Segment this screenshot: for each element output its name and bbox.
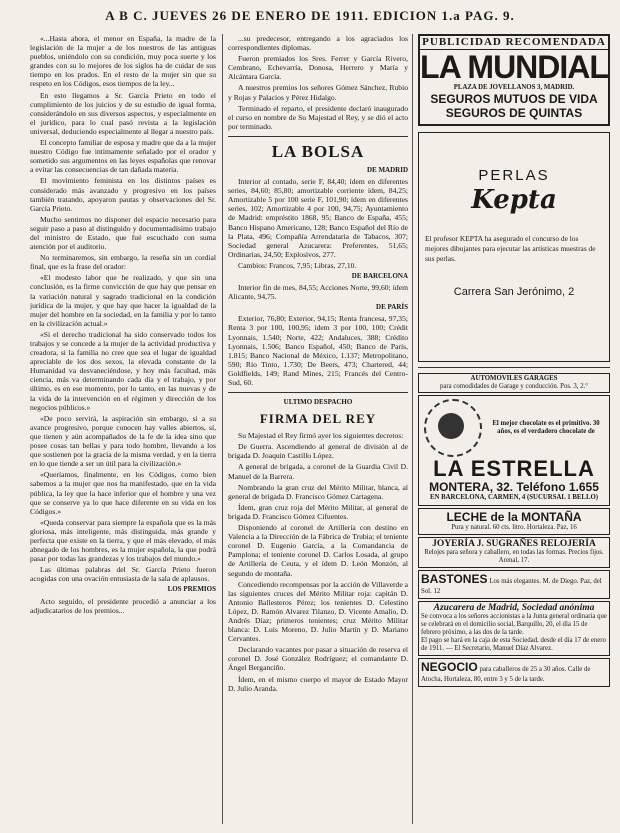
auto-text: para comodidades de Garage y conducción. Pos. 3, 2.° bbox=[439, 383, 589, 391]
ad-bastones bbox=[418, 570, 610, 599]
estrella-address: MONTERA, 32. Teléfono 1.655 bbox=[429, 480, 599, 495]
ad-perlas-kepta bbox=[418, 132, 610, 362]
paragraph: No terminaremos, sin embargo, la reseña sin un cordial final, que es la frase del orador: bbox=[30, 253, 216, 272]
azucarera-title: Azucarera de Madrid, Sociedad anónima bbox=[433, 603, 595, 614]
ad-la-mundial bbox=[418, 34, 610, 126]
section-title: LOS PREMIOS bbox=[167, 585, 216, 594]
paragraph: Su Majestad el Rey firmó ayer los siguientes decretos: bbox=[238, 431, 404, 441]
ad-leche-montana bbox=[418, 508, 610, 535]
column-2 bbox=[228, 34, 408, 824]
paragraph: Terminado el reparto, el presidente declaró inaugurado el curso en nombre de Su Majestad el Rey, y se dió el acto por terminado. bbox=[228, 103, 408, 131]
bolsa-cambios: Cambios: Francos, 7,95; Libras, 27,10. bbox=[238, 260, 357, 270]
azucarera-text: El pago se hará en la caja de esta Sociedad, desde el día 17 de enero de 1911. — El Secretario, Manuel Díaz Alvarez. bbox=[421, 637, 606, 653]
estrella-title: LA ESTRELLA bbox=[433, 456, 595, 482]
la-mundial-address: PLAZA DE JOVELLANOS 3, MADRID. bbox=[453, 84, 575, 92]
la-mundial-title: LA MUNDIAL bbox=[420, 49, 608, 86]
negocio-text: para caballeros de 25 a 30 años. Calle de Atocha, Hortaleza, 80, entre 3 y 5 de la tarde. bbox=[421, 666, 591, 684]
divider bbox=[228, 136, 408, 137]
bolsa-madrid-text: Interior al contado, serie F, 84,40; ídem en diferentes series, 84,60; 85,80; amortizable corriente ídem, 84,25; Amortizable 5 por 100 serie F, 101,90; ídem en diferentes series, 102; Amortizable 4 por 100, 94,75; Ayuntamiento de Madrid: empréstito 1868, 95; Banco de España, 455; Banco Hispano Americano, 128; Banco Español del Río de la Plata, 496; Compañía Arrendataria de Tabacos, 307; Sociedad general Azucarera: Preferentes, 51,65; Ordinarias, 24,50; Explosivos, 277. bbox=[228, 177, 408, 259]
ad-joyeria bbox=[418, 537, 610, 568]
perlas-title: PERLAS bbox=[478, 167, 550, 185]
paragraph: A nuestros premios los señores Gómez Sánchez, Rubio y Rojas y Palacios y Pérez Hidalgo. bbox=[228, 83, 408, 102]
bolsa-barcelona-subtitle: DE BARCELONA bbox=[351, 271, 408, 280]
joyeria-title: JOYERÍA J. SUGRAÑES RELOJERÍA bbox=[432, 539, 596, 550]
paragraph: «Si el derecho tradicional ha sido conservado todos los trabajos y se concede a la mujer de la actividad productiva y creadora, si la familia no cree que sea el lugar de igualdad apreciable de los dos sexos, la elevada constante de la Humanidad va desvaneciéndose, y hoy más facultad, más ciencia, más va determinando cada día y el trabajo, y por último, es en ese momento, por lo tanto, en las nuevas y de la vida de la intervención en el régimen y dirección de los negocios públicos.» bbox=[30, 329, 216, 412]
la-mundial-line: SEGUROS MUTUOS DE VIDA bbox=[430, 92, 598, 107]
joyeria-text: Relojes para señora y caballero, en todas las formas. Precios fijos. Arenal, 17. bbox=[424, 549, 604, 565]
paragraph: Nombrando la gran cruz del Mérito Militar, blanca, al general de brigada D. Francisco Gómez Cartagena. bbox=[228, 482, 408, 501]
bolsa-title: LA BOLSA bbox=[271, 141, 365, 161]
ad-negocio bbox=[418, 658, 610, 687]
ad-la-estrella bbox=[418, 395, 610, 506]
perlas-text: El profesor KEPTA ha asegurado el concurso de los mejores dibujantes para ejecutar las artísticas muestras de sus perlas. bbox=[425, 234, 596, 264]
paragraph: «De poco servirá, la aspiración sin embargo, si a su avance progresivo, porque conocen hay valles abiertos, sí, que tienen y aún acompañados de la fe de la idea sino que posee cosas tan bellas y para todo hombre, llevando a los que sostienen por la gracia de la misma verdad, y en la tierra en lo que tiende a ser un útil para la civilización.» bbox=[30, 413, 216, 469]
paragraph: Las últimas palabras del Sr. García Prieto fueron acogidas con una ovación entusiasta de la sala de aplausos. bbox=[30, 565, 216, 584]
perlas-brand: Kepta bbox=[471, 185, 557, 216]
paragraph: Disponiendo al coronel de Artillería con destino en Valencia a la Dirección de la Fábrica de Trubia; el teniente coronel D. Eugenio García, a la Comandancia de Pamplona; el teniente coronel D. Carlos Losada, al grupo de Artillería de Ceuta, y el ídem D. León Monzón, al segundo de montaña. bbox=[228, 523, 408, 578]
perlas-address: Carrera San Jerónimo, 2 bbox=[453, 286, 575, 299]
column-rule bbox=[412, 34, 413, 824]
sun-emblem-icon bbox=[424, 399, 482, 457]
bolsa-madrid-subtitle: DE MADRID bbox=[366, 165, 408, 174]
la-mundial-line: SEGUROS DE QUINTAS bbox=[445, 106, 583, 121]
paragraph: En esto llegamos a Sr. García Prieto en todo el cumplimiento de los juicios y de su estudio de igual forma, considerándolo en sus diversos aspectos, y especialmente en el jurídico, para lo cual pasó revista a la legislación universal, deduciendo especialmente al llegar a nuestro país. bbox=[30, 90, 216, 136]
bolsa-barcelona-text: Interior fin de mes, 84,55; Acciones Norte, 99,60; ídem Alicante, 94,75. bbox=[228, 283, 408, 302]
paragraph: A general de brigada, a coronel de la Guardia Civil D. Manuel de la Barrera. bbox=[228, 462, 408, 481]
paragraph: Mucho sentimos no disponer del espacio necesario para seguir paso a paso al distinguido y documentadísimo trabajo del ministro de Estado, que fué escuchado con suma atención por el auditorio. bbox=[30, 214, 216, 252]
divider bbox=[418, 367, 610, 368]
paragraph: Fueron premiados los Sres. Ferrer y García Rivero, Cembrano, Echevarría, Donosa, Herrero y María y Alcántara García. bbox=[228, 54, 408, 82]
azucarera-text: Se convoca a los señores accionistas a la Junta general ordinaria que se celebrará en el domicilio social, Barquillo, 20, el día 15 de febrero próximo, a las dos de la tarde. bbox=[421, 613, 607, 637]
paragraph: Ídem, en el mismo cuerpo el mayor de Estado Mayor D. Julio Aranda. bbox=[228, 674, 408, 693]
paragraph: «El modesto labor que he realizado, y que sin una conclusión, es la firme convicción de que hay que pensar en la variación natural y sagrado tradicional en la condición jurídica de la mujer, y que hay que hacer la igualdad de la mujer del hombre en la sociedad, en la familia y por lo tanto en la civilización actual.» bbox=[30, 273, 216, 328]
firma-title: FIRMA DEL REY bbox=[259, 411, 377, 427]
paragraph: De Guerra. Ascendiendo al general de división al de brigada D. Joaquín Castillo López. bbox=[228, 442, 408, 461]
bolsa-paris-text: Exterior, 76,80; Exterior, 94,15; Renta francesa, 97,35; Renta 3 por 100, 100,95; ídem 3 por 100, 100; Crédit Lyonnais, 1.540; Norte, 422; Andaluces, 388; Crédito Lyonnais, 1.506; Banco Español, 450; Banco de París, 1.815; Banco Nacional de México, 1.137; Metropolitano, 590; Río Tinto, 1.730; De Beers, 473; Chartered, 44; Goldfields, 149; Rand Mines, 215; Francés del Centro-Sud, 60. bbox=[228, 314, 408, 387]
paragraph: Ídem, gran cruz roja del Mérito Militar, al general de brigada D. Francisco Gómez Cifuentes. bbox=[228, 502, 408, 521]
paragraph: «...Hasta ahora, el menor en España, la madre de la legislación de la mujer a de los nuestros de las antiguas pueblos, uniéndolo con su condición, muy poca suerte y los grandes con su lo mejores de los siglos ha de cuidar de sus tiempo en los prados. En el resto de la mujer sin que su respeto en los Códigos, esos tiempos de la ley... bbox=[30, 34, 216, 89]
negocio-title: NEGOCIO bbox=[421, 660, 478, 675]
firma-kicker: ULTIMO DESPACHO bbox=[283, 398, 353, 407]
bolsa-paris-subtitle: DE PARÍS bbox=[376, 303, 408, 312]
ad-automoviles bbox=[418, 373, 610, 393]
auto-title: AUTOMOVILES GARAGES bbox=[470, 375, 558, 383]
page-header: A B C. JUEVES 26 DE ENERO DE 1911. EDICION 1.a PAG. 9. bbox=[105, 8, 515, 23]
column-3-ads bbox=[418, 34, 610, 824]
leche-title: LECHE de la MONTAÑA bbox=[446, 510, 582, 525]
estrella-branch: EN BARCELONA, CARMEN, 4 (SUCURSAL 1 BELLO) bbox=[429, 494, 599, 502]
column-1 bbox=[30, 34, 216, 824]
ad-azucarera bbox=[418, 601, 610, 656]
publicidad-heading: PUBLICIDAD RECOMENDADA bbox=[420, 38, 608, 50]
paragraph: Declarando vacantes por pasar a situación de reserva el coronel D. José González Rodríguez; el comandante D. Ángel Berganciño. bbox=[228, 645, 408, 673]
estrella-intro: El mejor chocolate es el primitivo. 30 años, es el verdadero chocolate de bbox=[492, 420, 600, 436]
bastones-title: BASTONES bbox=[421, 572, 488, 587]
bastones-text: Los más elegantes. M. de Diego. Paz, del Sol. 12 bbox=[421, 578, 602, 596]
paragraph: «Queríamos, finalmente, en los Códigos, como bien sabemos a la mujer que nos ha manifestado, que en la vida pública, la ley que la hace inferior que el hombre y una vez que se conserve ya lo que hace diferente en su vida en los Códigos.» bbox=[30, 470, 216, 516]
paragraph: Acto seguido, el presidente procedió a anunciar a los adjudicatarios de los premios... bbox=[30, 596, 216, 615]
paragraph: «Queda conservar para siempre la española que es la más gloriosa, más inteligente, más distinguida, más grande y perfecta que existe en la tierra, y que el más elevado, el más abnegado de los hombres, es la mujer española, la que podrá pasar por todas las grandezas y los trabajos del mundo.» bbox=[30, 517, 216, 564]
paragraph: El concepto familiar de esposa y madre que da a la mujer nuestro Código fue intimamente señalado por el orador y sometido sus argumentos en las leyes españolas que renovar a evitar las consecuencias de tan dañada materia. bbox=[30, 138, 216, 175]
paragraph: Concediendo recompensas por la acción de Villaverde a las siguientes cruces del Mérito Militar roja: capitán D. Antonio Ballesteros Pérez; los tenientes D. Celestino López, D. Ramón Alvarez Tilanzo, D. Vicente Amalio, D. Andrés Díaz; primeros tenientes; cruz Mérito Militar blanca: D. Luis Moreno, D. Julio Martín y D. Mariano Cervantes. bbox=[228, 579, 408, 644]
leche-sub: Pura y natural. 60 cts. litro. Hortaleza. Paz, 16 bbox=[451, 524, 577, 532]
paragraph: ...su predecesor, entregando a los agraciados los correspondientes diplomas. bbox=[228, 34, 408, 53]
paragraph: El movimiento feminista en los distintos países es considerado más avanzado y progresivo en los países también tratando, apoyaron pautas y observaciones del Sr. García Prieto. bbox=[30, 176, 216, 213]
column-rule bbox=[222, 34, 223, 824]
divider bbox=[228, 392, 408, 393]
